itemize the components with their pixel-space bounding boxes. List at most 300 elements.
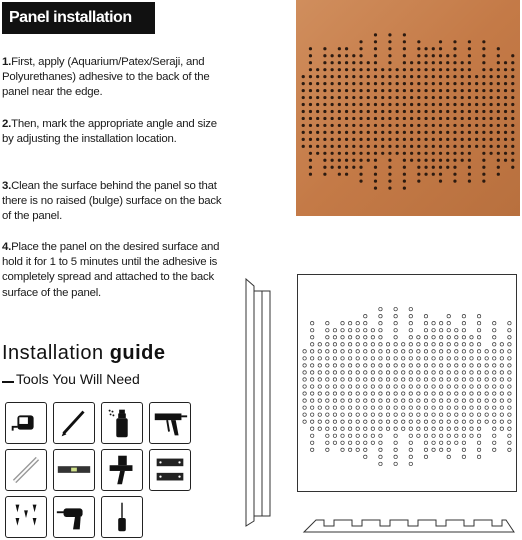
panel-hole — [323, 145, 326, 148]
panel-hole — [504, 152, 507, 155]
panel-hole — [432, 110, 435, 113]
panel-photo — [296, 0, 520, 216]
panel-hole — [439, 138, 442, 141]
panel-hole — [394, 314, 397, 317]
panel-hole — [424, 413, 427, 416]
panel-hole — [309, 166, 312, 169]
panel-hole — [403, 159, 406, 162]
panel-hole — [439, 96, 442, 99]
panel-hole — [482, 145, 485, 148]
panel-hole — [417, 406, 420, 409]
panel-hole — [432, 385, 435, 388]
panel-hole — [439, 166, 442, 169]
panel-hole — [331, 103, 334, 106]
panel-hole — [367, 159, 370, 162]
panel-hole — [310, 399, 313, 402]
panel-hole — [511, 152, 514, 155]
panel-hole — [302, 131, 305, 134]
panel-hole — [461, 131, 464, 134]
panel-hole — [409, 385, 412, 388]
panel-hole — [409, 455, 412, 458]
panel-hole — [462, 329, 465, 332]
panel-hole — [504, 110, 507, 113]
panel-hole — [493, 413, 496, 416]
panel-hole — [316, 68, 319, 71]
panel-hole — [432, 427, 435, 430]
panel-hole — [468, 145, 471, 148]
panel-hole — [453, 152, 456, 155]
panel-hole — [432, 392, 435, 395]
panel-hole — [356, 371, 359, 374]
panel-hole — [439, 40, 442, 43]
panel-hole — [394, 448, 397, 451]
panel-hole — [470, 350, 473, 353]
panel-hole — [371, 336, 374, 339]
panel-hole — [424, 166, 427, 169]
panel-hole — [403, 138, 406, 141]
panel-hole — [386, 364, 389, 367]
panel-hole — [352, 166, 355, 169]
panel-hole — [381, 110, 384, 113]
panel-hole — [326, 392, 329, 395]
panel-hole — [432, 61, 435, 64]
panel-hole — [409, 357, 412, 360]
guide-title-light: Installation — [2, 342, 104, 364]
panel-hole — [446, 82, 449, 85]
panel-hole — [417, 350, 420, 353]
panel-hole — [453, 40, 456, 43]
panel-hole — [394, 427, 397, 430]
panel-hole — [497, 166, 500, 169]
panel-hole — [432, 138, 435, 141]
panel-hole — [417, 392, 420, 395]
panel-hole — [338, 152, 341, 155]
panel-hole — [424, 427, 427, 430]
panel-hole — [485, 357, 488, 360]
panel-hole — [303, 350, 306, 353]
panel-hole — [381, 152, 384, 155]
panel-hole — [367, 96, 370, 99]
panel-hole — [379, 413, 382, 416]
panel-hole — [485, 385, 488, 388]
panel-hole — [482, 47, 485, 50]
panel-hole — [386, 378, 389, 381]
panel-hole — [309, 124, 312, 127]
panel-hole — [326, 329, 329, 332]
panel-hole — [356, 413, 359, 416]
panel-hole — [504, 117, 507, 120]
panel-hole — [356, 448, 359, 451]
panel-hole — [403, 54, 406, 57]
panel-hole — [371, 413, 374, 416]
panel-hole — [424, 131, 427, 134]
panel-hole — [453, 61, 456, 64]
panel-hole — [511, 138, 514, 141]
panel-hole — [348, 350, 351, 353]
panel-hole — [432, 350, 435, 353]
panel-hole — [508, 427, 511, 430]
panel-hole — [500, 343, 503, 346]
panel-hole — [417, 96, 420, 99]
panel-hole — [338, 124, 341, 127]
panel-hole — [333, 427, 336, 430]
panel-hole — [482, 124, 485, 127]
panel-hole — [341, 343, 344, 346]
panel-hole — [432, 448, 435, 451]
panel-hole — [461, 103, 464, 106]
panel-hole — [341, 406, 344, 409]
panel-hole — [386, 420, 389, 423]
panel-hole — [331, 61, 334, 64]
panel-hole — [341, 413, 344, 416]
panel-hole — [316, 89, 319, 92]
panel-hole — [323, 82, 326, 85]
panel-hole — [394, 385, 397, 388]
panel-hole — [453, 166, 456, 169]
panel-hole — [470, 336, 473, 339]
panel-hole — [424, 455, 427, 458]
panel-hole — [359, 173, 362, 176]
panel-hole — [379, 371, 382, 374]
panel-hole — [497, 117, 500, 120]
panel-hole — [462, 322, 465, 325]
panel-hole — [302, 110, 305, 113]
panel-hole — [504, 145, 507, 148]
panel-hole — [331, 138, 334, 141]
panel-hole — [359, 54, 362, 57]
panel-hole — [446, 54, 449, 57]
panel-hole — [367, 117, 370, 120]
panel-hole — [310, 336, 313, 339]
panel-hole — [447, 455, 450, 458]
panel-hole — [432, 173, 435, 176]
panel-hole — [485, 399, 488, 402]
panel-hole — [364, 343, 367, 346]
panel-hole — [493, 364, 496, 367]
panel-hole — [371, 385, 374, 388]
panel-hole — [374, 124, 377, 127]
panel-hole — [403, 166, 406, 169]
panel-hole — [381, 131, 384, 134]
panel-hole — [345, 54, 348, 57]
panel-hole — [409, 336, 412, 339]
panel-hole — [439, 336, 442, 339]
panel-hole — [374, 159, 377, 162]
panel-hole — [453, 117, 456, 120]
panel-hole — [386, 350, 389, 353]
panel-hole — [388, 138, 391, 141]
panel-hole — [303, 378, 306, 381]
panel-hole — [323, 173, 326, 176]
panel-hole — [475, 138, 478, 141]
panel-hole — [424, 441, 427, 444]
panel-hole — [310, 392, 313, 395]
panel-hole — [402, 385, 405, 388]
panel-hole — [417, 434, 420, 437]
panel-hole — [341, 420, 344, 423]
panel-hole — [432, 364, 435, 367]
panel-hole — [348, 364, 351, 367]
panel-hole — [409, 371, 412, 374]
panel-hole — [403, 61, 406, 64]
panel-hole — [410, 117, 413, 120]
panel-hole — [388, 124, 391, 127]
panel-hole — [303, 357, 306, 360]
panel-hole — [388, 75, 391, 78]
panel-hole — [309, 159, 312, 162]
panel-hole — [356, 399, 359, 402]
panel-hole — [485, 364, 488, 367]
panel-hole — [409, 420, 412, 423]
panel-hole — [352, 110, 355, 113]
panel-hole — [333, 343, 336, 346]
panel-hole — [396, 96, 399, 99]
panel-hole — [447, 392, 450, 395]
panel-hole — [333, 329, 336, 332]
panel-hole — [379, 420, 382, 423]
panel-hole — [432, 96, 435, 99]
panel-hole — [341, 329, 344, 332]
panel-hole — [388, 187, 391, 190]
panel-hole — [482, 96, 485, 99]
panel-hole — [331, 82, 334, 85]
panel-hole — [497, 173, 500, 176]
panel-hole — [302, 82, 305, 85]
panel-hole — [386, 406, 389, 409]
panel-hole — [504, 96, 507, 99]
panel-hole — [379, 434, 382, 437]
panel-hole — [493, 336, 496, 339]
panel-hole — [371, 343, 374, 346]
panel-hole — [374, 82, 377, 85]
panel-hole — [439, 427, 442, 430]
panel-hole — [348, 413, 351, 416]
panel-hole — [468, 68, 471, 71]
panel-hole — [424, 448, 427, 451]
panel-hole — [447, 385, 450, 388]
panel-hole — [356, 343, 359, 346]
panel-hole — [338, 61, 341, 64]
panel-hole — [461, 110, 464, 113]
panel-hole — [338, 138, 341, 141]
panel-hole — [316, 145, 319, 148]
panel-hole — [364, 399, 367, 402]
panel-hole — [500, 413, 503, 416]
panel-hole — [396, 82, 399, 85]
panel-hole — [402, 343, 405, 346]
panel-hole — [348, 441, 351, 444]
panel-hole — [508, 322, 511, 325]
panel-hole — [381, 89, 384, 92]
panel-hole — [446, 152, 449, 155]
panel-hole — [482, 131, 485, 134]
panel-hole — [345, 103, 348, 106]
panel-hole — [409, 314, 412, 317]
panel-hole — [439, 152, 442, 155]
panel-hole — [462, 434, 465, 437]
panel-hole — [394, 350, 397, 353]
page-title: Panel installation steps — [2, 2, 155, 34]
panel-hole — [303, 364, 306, 367]
panel-hole — [508, 413, 511, 416]
panel-hole — [402, 357, 405, 360]
panel-hole — [403, 82, 406, 85]
panel-hole — [432, 47, 435, 50]
panel-hole — [394, 336, 397, 339]
panel-hole — [410, 152, 413, 155]
panel-hole — [316, 96, 319, 99]
panel-hole — [338, 89, 341, 92]
panel-hole — [462, 427, 465, 430]
panel-hole — [318, 371, 321, 374]
panel-hole — [388, 96, 391, 99]
spirit-level-icon — [53, 449, 95, 491]
panel-hole — [394, 357, 397, 360]
tape-measure-icon — [5, 402, 47, 444]
panel-hole — [424, 89, 427, 92]
panel-side-view — [243, 276, 273, 528]
panel-hole — [379, 455, 382, 458]
panel-hole — [482, 89, 485, 92]
panel-hole — [477, 399, 480, 402]
panel-hole — [432, 441, 435, 444]
panel-hole — [417, 124, 420, 127]
panel-hole — [508, 392, 511, 395]
panel-hole — [482, 75, 485, 78]
panel-hole — [356, 329, 359, 332]
panel-hole — [446, 68, 449, 71]
panel-hole — [409, 406, 412, 409]
panel-hole — [432, 145, 435, 148]
panel-hole — [508, 385, 511, 388]
panel-hole — [424, 159, 427, 162]
panel-hole — [403, 145, 406, 148]
panel-hole — [417, 110, 420, 113]
panel-hole — [424, 75, 427, 78]
panel-hole — [359, 61, 362, 64]
panel-hole — [482, 117, 485, 120]
level-tool-icon — [5, 449, 47, 491]
panel-hole — [468, 173, 471, 176]
panel-hole — [379, 307, 382, 310]
panel-hole — [482, 61, 485, 64]
panel-hole — [356, 350, 359, 353]
panel-hole — [424, 399, 427, 402]
panel-hole — [468, 75, 471, 78]
panel-hole — [497, 47, 500, 50]
panel-hole — [461, 138, 464, 141]
panel-hole — [379, 441, 382, 444]
panel-hole — [410, 138, 413, 141]
panel-hole — [493, 385, 496, 388]
panel-hole — [371, 434, 374, 437]
screwdriver-icon — [101, 496, 143, 538]
panel-hole — [462, 378, 465, 381]
panel-hole — [447, 441, 450, 444]
panel-hole — [388, 61, 391, 64]
panel-hole — [348, 371, 351, 374]
panel-hole — [424, 152, 427, 155]
panel-hole — [396, 138, 399, 141]
panel-hole — [453, 138, 456, 141]
panel-hole — [403, 96, 406, 99]
panel-hole — [453, 110, 456, 113]
panel-hole — [388, 159, 391, 162]
panel-hole — [331, 117, 334, 120]
panel-hole — [396, 152, 399, 155]
panel-hole — [409, 413, 412, 416]
panel-hole — [424, 47, 427, 50]
panel-hole — [374, 75, 377, 78]
panel-hole — [446, 103, 449, 106]
panel-hole — [477, 314, 480, 317]
panel-hole — [394, 392, 397, 395]
panel-hole — [470, 427, 473, 430]
panel-hole — [374, 110, 377, 113]
panel-hole — [388, 117, 391, 120]
panel-hole — [359, 145, 362, 148]
panel-hole — [323, 166, 326, 169]
panel-hole — [326, 441, 329, 444]
panel-hole — [388, 173, 391, 176]
panel-hole — [402, 427, 405, 430]
panel-hole — [468, 103, 471, 106]
panel-hole — [497, 145, 500, 148]
panel-hole — [508, 441, 511, 444]
panel-hole — [402, 399, 405, 402]
panel-hole — [403, 68, 406, 71]
panel-hole — [417, 131, 420, 134]
panel-hole — [318, 399, 321, 402]
panel-hole — [394, 462, 397, 465]
panel-hole — [331, 159, 334, 162]
panel-hole — [424, 110, 427, 113]
panel-hole — [508, 420, 511, 423]
panel-hole — [309, 89, 312, 92]
panel-hole — [439, 89, 442, 92]
panel-hole — [447, 329, 450, 332]
panel-hole — [497, 89, 500, 92]
panel-hole — [403, 131, 406, 134]
panel-hole — [424, 364, 427, 367]
panel-hole — [417, 117, 420, 120]
panel-hole — [381, 82, 384, 85]
panel-hole — [310, 378, 313, 381]
panel-hole — [475, 82, 478, 85]
panel-hole — [462, 441, 465, 444]
panel-hole — [468, 82, 471, 85]
panel-hole — [482, 103, 485, 106]
panel-hole — [345, 82, 348, 85]
panel-hole — [364, 420, 367, 423]
guide-title — [2, 342, 166, 365]
panel-hole — [475, 131, 478, 134]
panel-hole — [394, 343, 397, 346]
panel-hole — [470, 385, 473, 388]
panel-hole — [455, 329, 458, 332]
panel-hole — [331, 75, 334, 78]
panel-hole — [504, 75, 507, 78]
panel-hole — [309, 68, 312, 71]
panel-hole — [367, 110, 370, 113]
panel-hole — [409, 322, 412, 325]
panel-hole — [309, 47, 312, 50]
step-number: 3. — [2, 180, 12, 192]
panel-hole — [338, 96, 341, 99]
panel-hole — [424, 124, 427, 127]
panel-hole — [359, 47, 362, 50]
panel-hole — [455, 357, 458, 360]
